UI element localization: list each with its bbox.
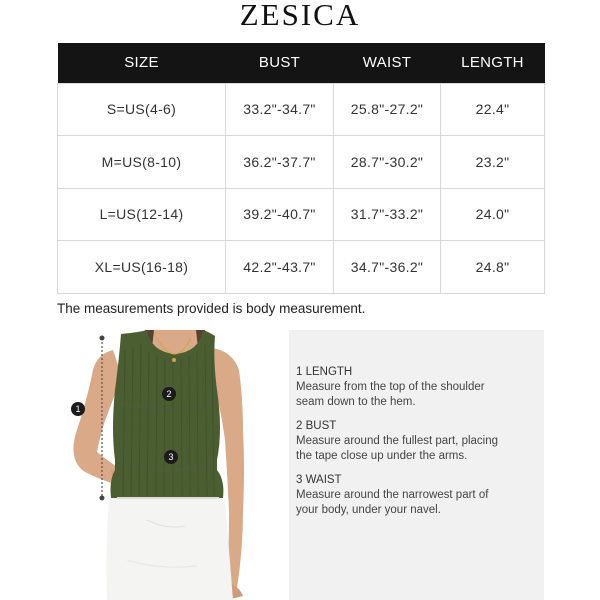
marker-waist xyxy=(164,450,178,464)
length-cell: 22.4" xyxy=(441,83,545,136)
instruction-waist xyxy=(296,473,544,518)
bust-cell: 33.2"-34.7" xyxy=(226,83,334,136)
size-cell: M=US(8-10) xyxy=(58,136,226,189)
header-length: LENGTH xyxy=(441,43,545,83)
model-photo xyxy=(57,330,289,600)
bust-cell: 42.2"-43.7" xyxy=(226,241,334,294)
instruction-title: 2 BUST xyxy=(296,420,337,432)
waist-cell: 31.7"-33.2" xyxy=(334,188,441,241)
header-size: SIZE xyxy=(58,43,226,83)
table-header-row xyxy=(58,43,545,83)
size-cell: L=US(12-14) xyxy=(58,188,226,241)
header-bust: BUST xyxy=(226,43,334,83)
bust-cell: 39.2"-40.7" xyxy=(226,188,334,241)
instruction-title: 3 WAIST xyxy=(296,474,342,486)
marker-bust xyxy=(162,387,176,401)
instruction-text: Measure from the top of the shoulder xyxy=(296,381,485,393)
instruction-text: seam down to the hem. xyxy=(296,396,416,408)
brand-logo: ZESICA xyxy=(239,0,361,32)
instruction-text: the tape close up under the arms. xyxy=(296,450,468,462)
marker-length xyxy=(71,402,85,416)
instruction-length xyxy=(296,365,544,410)
length-cell: 23.2" xyxy=(441,136,545,189)
instruction-bust xyxy=(296,419,544,464)
measurement-note: The measurements provided is body measurement. xyxy=(57,301,366,316)
length-cell: 24.8" xyxy=(441,241,545,294)
waist-cell: 34.7"-36.2" xyxy=(334,241,441,294)
marker-label: 2 xyxy=(166,389,172,399)
size-cell: S=US(4-6) xyxy=(58,83,226,136)
table-row xyxy=(58,83,545,136)
table-row xyxy=(58,241,545,294)
waist-cell: 25.8"-27.2" xyxy=(334,83,441,136)
marker-label: 1 xyxy=(75,404,81,414)
instruction-text: Measure around the narrowest part of xyxy=(296,489,489,501)
model-illustration xyxy=(57,330,289,600)
bust-cell: 36.2"-37.7" xyxy=(226,136,334,189)
waist-cell: 28.7"-30.2" xyxy=(334,136,441,189)
table-row xyxy=(58,136,545,189)
instruction-title: 1 LENGTH xyxy=(296,366,353,378)
size-cell: XL=US(16-18) xyxy=(58,241,226,294)
instruction-text: Measure around the fullest part, placing xyxy=(296,435,499,447)
header-waist: WAIST xyxy=(334,43,441,83)
instruction-text: your body, under your navel. xyxy=(296,504,441,516)
measurement-instructions xyxy=(289,330,544,600)
size-chart-table xyxy=(57,43,545,294)
table-row xyxy=(58,188,545,241)
length-cell: 24.0" xyxy=(441,188,545,241)
marker-label: 3 xyxy=(168,452,174,462)
